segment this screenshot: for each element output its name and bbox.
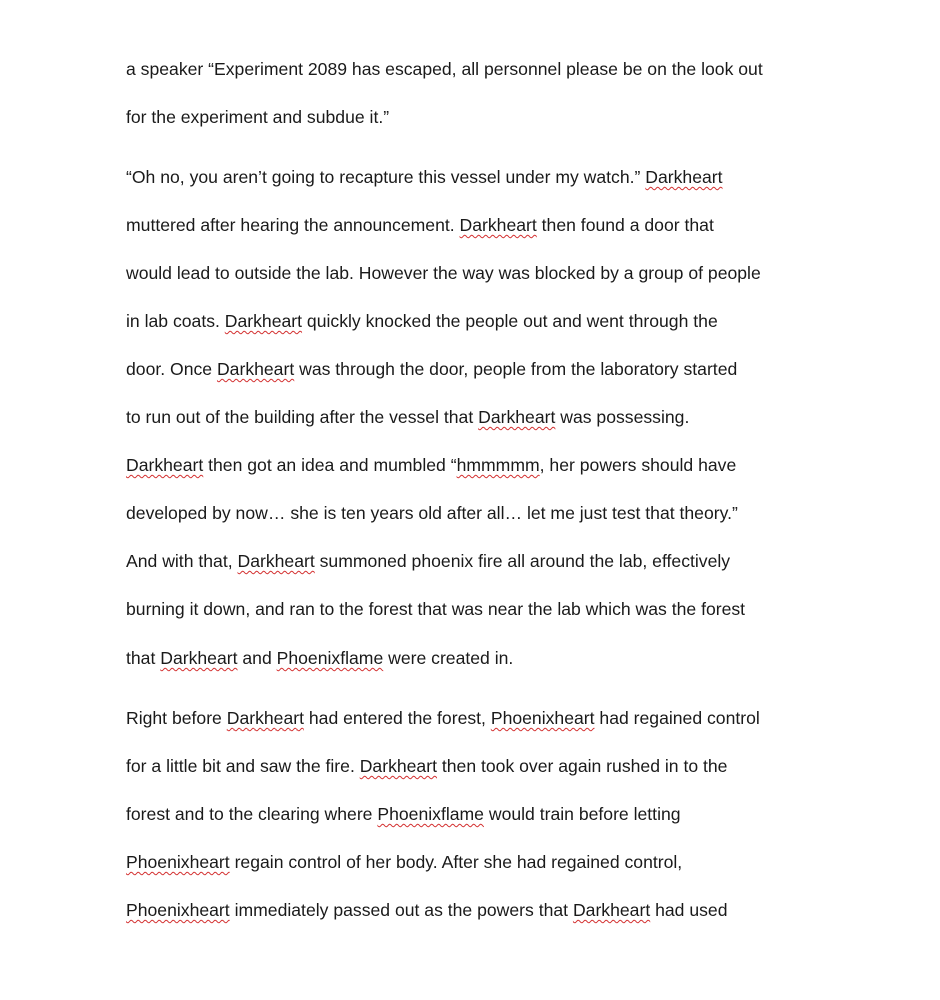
text-run: And with that,: [126, 551, 238, 571]
text-run: and: [237, 648, 277, 668]
text-line: [126, 706, 760, 730]
text-run: then took over again rushed in to the: [436, 756, 728, 776]
text-run: Right before: [126, 708, 227, 728]
text-run: in lab coats.: [126, 311, 225, 331]
spellcheck-flagged-word: Phoenixflame: [377, 804, 484, 824]
text-run: “Oh no, you aren’t going to recapture this vessel under my watch.”: [126, 167, 646, 187]
text-run: to run out of the building after the vessel that: [126, 407, 479, 427]
spellcheck-flagged-word: Darkheart: [572, 900, 651, 920]
text-run: then got an idea and mumbled “: [203, 455, 457, 475]
text-line: [126, 597, 745, 621]
spellcheck-flagged-word: Phoenixheart: [126, 900, 230, 920]
text-run: was possessing.: [555, 407, 690, 427]
text-run: burning it down, and ran to the forest that was near the lab which was the forest: [126, 599, 746, 619]
text-line: [126, 261, 761, 285]
spellcheck-flagged-word: Darkheart: [237, 551, 315, 571]
text-run: a speaker “Experiment 2089 has escaped, all personnel please be on the look out: [126, 59, 763, 79]
spellcheck-flagged-word: Phoenixheart: [490, 708, 595, 728]
text-run: had entered the forest,: [304, 708, 491, 728]
spellcheck-flagged-word: Darkheart: [216, 359, 295, 379]
text-run: regain control of her body. After she had regained control,: [229, 852, 683, 872]
spellcheck-flagged-word: Phoenixflame: [276, 648, 384, 668]
text-run: then found a door that: [536, 215, 714, 235]
text-run: for a little bit and saw the fire.: [126, 756, 360, 776]
spellcheck-flagged-word: Darkheart: [160, 648, 238, 668]
text-run: that: [126, 648, 161, 668]
text-run: immediately passed out as the powers that: [229, 900, 573, 920]
text-line: [126, 309, 718, 333]
spellcheck-flagged-word: Darkheart: [226, 708, 304, 728]
text-line: [126, 501, 738, 525]
text-run: for the experiment and subdue it.”: [126, 107, 390, 127]
text-run: door. Once: [126, 359, 217, 379]
spellcheck-flagged-word: hmmmmm: [456, 455, 540, 475]
spellcheck-flagged-word: Darkheart: [645, 167, 723, 187]
text-line: [126, 405, 689, 429]
text-line: [126, 57, 763, 81]
text-run: would lead to outside the lab. However the way was blocked by a group of people: [126, 263, 761, 283]
spellcheck-flagged-word: Darkheart: [126, 455, 204, 475]
spellcheck-flagged-word: Darkheart: [359, 756, 437, 776]
text-run: had used: [650, 900, 728, 920]
text-run: forest and to the clearing where: [126, 804, 378, 824]
text-line: [126, 898, 728, 922]
text-line: [126, 165, 723, 189]
text-line: [126, 850, 682, 874]
text-line: [126, 802, 681, 826]
text-run: quickly knocked the people out and went through the: [302, 311, 718, 331]
text-run: were created in.: [383, 648, 514, 668]
text-line: [126, 549, 730, 573]
spellcheck-flagged-word: Darkheart: [224, 311, 303, 331]
text-run: was through the door, people from the laboratory started: [294, 359, 738, 379]
text-line: [126, 453, 736, 477]
spellcheck-flagged-word: Darkheart: [459, 215, 537, 235]
text-run: muttered after hearing the announcement.: [126, 215, 460, 235]
spellcheck-flagged-word: Darkheart: [478, 407, 556, 427]
text-line: [126, 357, 737, 381]
text-run: would train before letting: [483, 804, 681, 824]
text-run: had regained control: [594, 708, 760, 728]
text-line: [126, 646, 513, 670]
text-run: summoned phoenix fire all around the lab, effectively: [314, 551, 731, 571]
spellcheck-flagged-word: Phoenixheart: [126, 852, 230, 872]
text-run: , her powers should have: [539, 455, 737, 475]
text-run: developed by now… she is ten years old after all… let me just test that theory.”: [126, 503, 738, 523]
text-line: [126, 105, 389, 129]
text-line: [126, 754, 727, 778]
text-line: [126, 213, 714, 237]
